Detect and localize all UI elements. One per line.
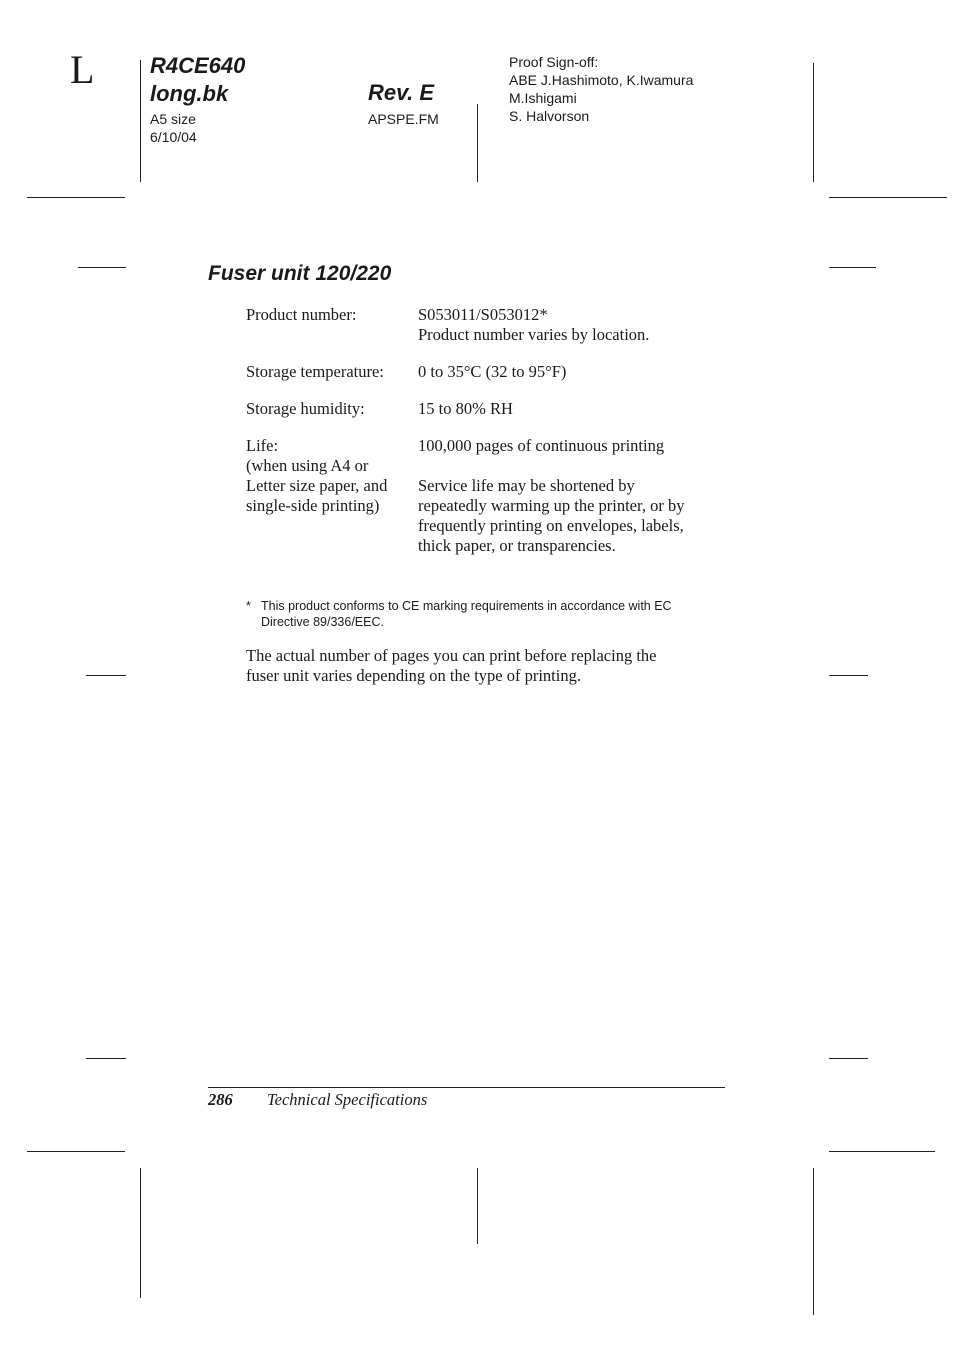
spec-value	[418, 305, 736, 345]
spec-row-storage-temperature	[246, 362, 736, 382]
spec-value-line: frequently printing on envelopes, labels,	[418, 516, 684, 535]
crop-mark	[813, 1168, 814, 1315]
spec-value: 15 to 80% RH	[418, 399, 513, 418]
job-title	[150, 52, 245, 108]
spec-value	[418, 436, 736, 556]
spec-label: Product number:	[246, 305, 357, 324]
crop-mark	[829, 267, 876, 268]
footnote	[246, 598, 736, 630]
spec-value-line: Service life may be shortened by	[418, 476, 635, 495]
print-date: 6/10/04	[150, 129, 197, 145]
spec-label: Storage humidity:	[246, 399, 365, 418]
spec-value-line: repeatedly warming up the printer, or by	[418, 496, 685, 515]
footnote-text	[246, 598, 736, 630]
spec-label-line: Life:	[246, 436, 279, 455]
footnote-line: This product conforms to CE marking requirements in accordance with EC	[261, 599, 672, 613]
crop-mark	[829, 675, 868, 676]
crop-mark	[140, 1168, 141, 1298]
crop-mark	[829, 197, 947, 198]
crop-mark	[27, 1151, 125, 1152]
corner-letter: L	[70, 47, 95, 92]
crop-mark	[829, 1151, 935, 1152]
spec-value: 0 to 35°C (32 to 95°F)	[418, 362, 567, 381]
crop-mark	[86, 675, 126, 676]
proof-title: Proof Sign-off:	[509, 54, 599, 70]
footer-rule	[208, 1087, 725, 1088]
service-life-note	[418, 476, 736, 556]
spec-label-line: Letter size paper, and	[246, 476, 388, 495]
proof-name: S. Halvorson	[509, 108, 590, 124]
body-paragraph	[246, 646, 736, 686]
spec-value-line: S053011/S053012*	[418, 305, 548, 324]
footnote-mark: *	[246, 599, 251, 613]
crop-mark	[813, 63, 814, 182]
section-title: Fuser unit 120/220	[208, 262, 392, 285]
spec-label-line: (when using A4 or	[246, 456, 369, 475]
spec-row-product-number	[246, 305, 736, 345]
crop-mark	[477, 1168, 478, 1244]
body-line: fuser unit varies depending on the type of printing.	[246, 666, 581, 685]
proof-name: ABE J.Hashimoto, K.Iwamura	[509, 72, 694, 88]
proof-signoff	[509, 53, 693, 125]
job-title-line: long.bk	[150, 81, 229, 106]
crop-mark	[86, 1058, 126, 1059]
running-footer-title: Technical Specifications	[267, 1090, 428, 1109]
crop-mark	[477, 104, 478, 182]
spec-value-line: thick paper, or transparencies.	[418, 536, 616, 555]
spec-value-line: Product number varies by location.	[418, 325, 650, 344]
spec-label-line: single-side printing)	[246, 496, 380, 515]
page-number: 286	[208, 1090, 233, 1109]
body-line: The actual number of pages you can print before replacing the	[246, 646, 657, 665]
proof-name: M.Ishigami	[509, 90, 577, 106]
job-title-line: R4CE640	[150, 53, 246, 78]
spec-label: Storage temperature:	[246, 362, 384, 381]
spec-value-line: 100,000 pages of continuous printing	[418, 436, 665, 455]
crop-mark	[27, 197, 125, 198]
crop-mark	[140, 60, 141, 182]
crop-mark	[829, 1058, 868, 1059]
footnote-line: Directive 89/336/EEC.	[261, 615, 384, 629]
file-name: APSPE.FM	[368, 111, 439, 127]
revision-label: Rev. E	[368, 80, 435, 105]
spec-label	[246, 436, 418, 556]
spec-table	[246, 305, 736, 556]
spec-row-life	[246, 436, 736, 556]
paper-size: A5 size	[150, 111, 196, 127]
crop-mark	[78, 267, 126, 268]
spec-row-storage-humidity	[246, 399, 736, 419]
